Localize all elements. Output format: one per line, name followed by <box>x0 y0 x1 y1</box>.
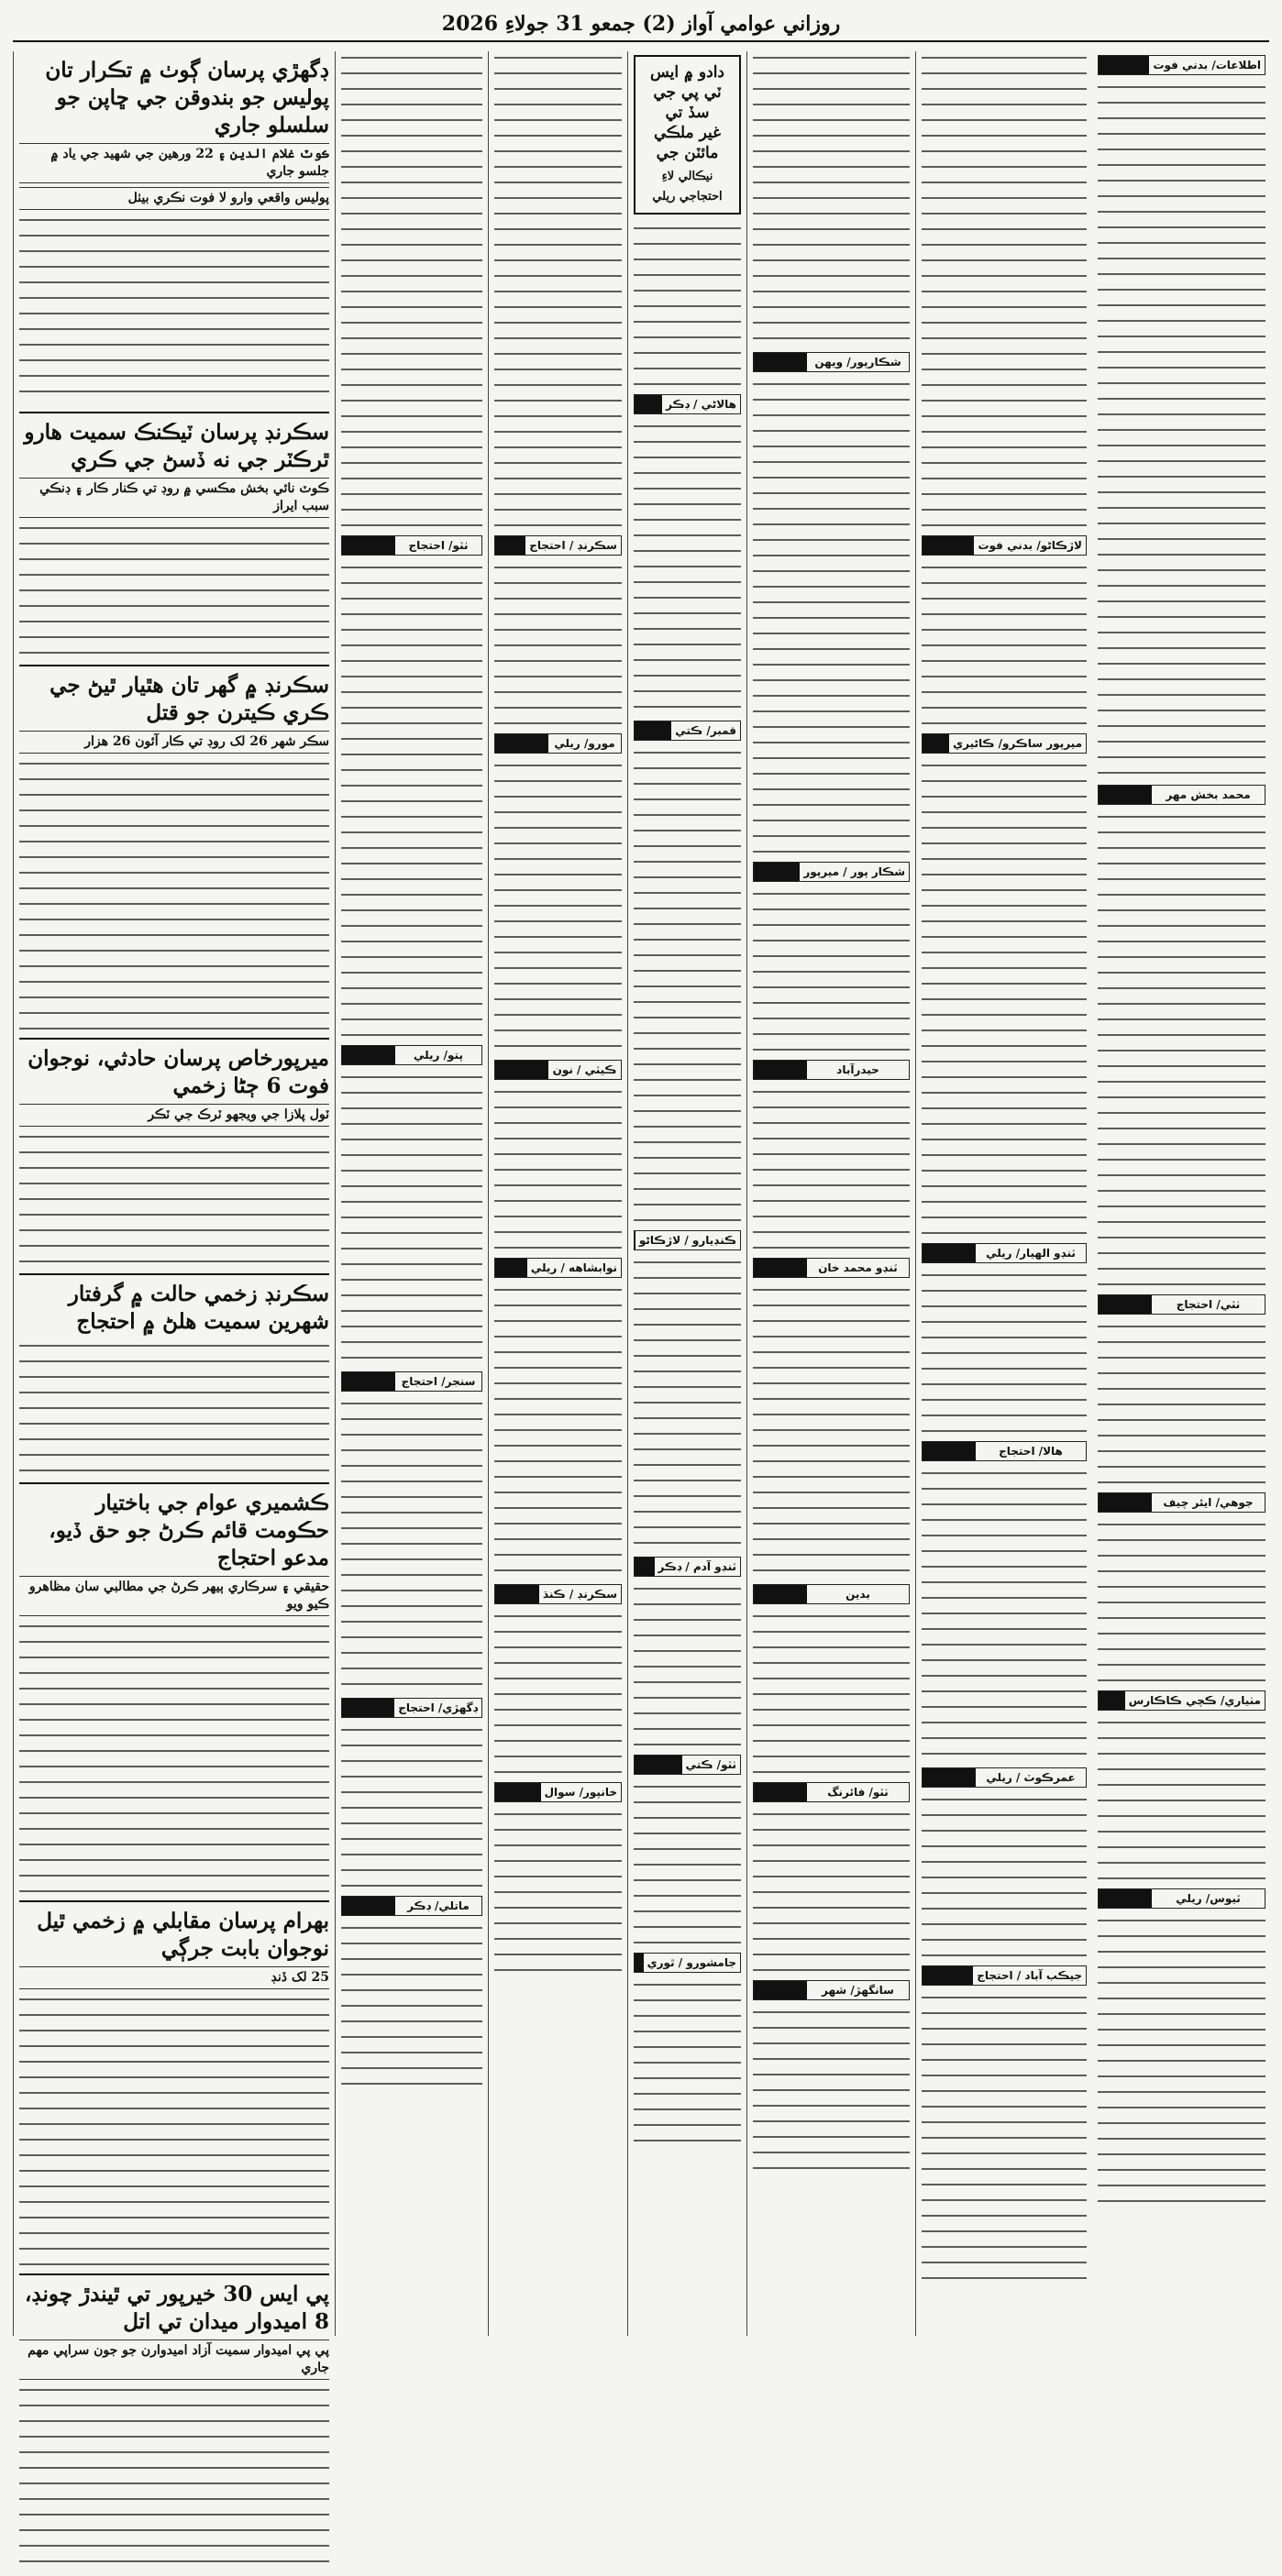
divider <box>19 412 329 413</box>
story-header <box>922 1965 1087 1986</box>
story-header <box>341 1371 482 1392</box>
story-dateline: ٽيوس/ ريلي <box>1176 1892 1241 1905</box>
story-header <box>922 733 1087 754</box>
story-body <box>634 1256 741 1549</box>
story <box>634 222 741 387</box>
black-tab <box>923 1442 976 1460</box>
story-body <box>341 1723 482 1888</box>
boxed-headline-line: غير ملڪي مائٽن جي <box>654 124 721 162</box>
story-dateline: سنجر/ احتجاج <box>401 1375 476 1388</box>
story-dateline: مٺياري/ ڪچي ڪاڪارس <box>1128 1694 1261 1707</box>
story <box>753 1782 910 1973</box>
story-header <box>341 535 482 556</box>
story-dateline: ٺٽو/ احتجاج <box>408 539 469 552</box>
story <box>634 1230 741 1549</box>
story-body <box>634 1780 741 1945</box>
subheadline: ڪوٽ نائي بخش مڪسي ۾ روڊ تي ڪنار ڪار ۽ ڊنڪي سبب ايراز <box>19 478 329 518</box>
story-body <box>19 2383 329 2576</box>
story <box>494 1584 622 1775</box>
story <box>341 1698 482 1888</box>
black-tab <box>923 536 974 555</box>
story <box>753 862 910 1052</box>
headline: ڪشميري عوام جي باختيار حڪومت قائم ڪرڻ جو حق ڏيو، مدعو احتجاج <box>49 1491 329 1570</box>
black-tab <box>635 1756 682 1774</box>
story-header <box>494 1782 622 1802</box>
story-body <box>753 2006 910 2171</box>
story-header <box>922 1441 1087 1461</box>
divider <box>19 1273 329 1275</box>
story-header <box>1098 1294 1265 1315</box>
subheadline: 25 لک ڏنڊ <box>19 1966 329 1989</box>
story <box>341 51 482 528</box>
black-tab <box>1099 1889 1152 1908</box>
story-dateline: ماتلي/ ڊڪر <box>407 1899 470 1912</box>
story <box>753 1060 910 1250</box>
story-body <box>341 1071 482 1364</box>
black-tab <box>923 734 949 753</box>
story <box>753 1258 910 1577</box>
story <box>494 733 622 1052</box>
story-body <box>753 51 910 345</box>
story-body <box>1098 1914 1265 2207</box>
story-dateline: جامشورو / ٿوري <box>647 1956 736 1969</box>
story-body <box>341 561 482 1038</box>
story-body <box>494 1283 622 1577</box>
black-tab <box>342 1046 395 1064</box>
black-tab <box>495 1259 527 1277</box>
headline: ميرپورخاص پرسان حادثي، نوجوان فوت 6 ڄڻا زخمي <box>28 1046 329 1098</box>
story-header <box>1098 1888 1265 1909</box>
headline: پي ايس 30 خيرپور تي ٿيندڙ چونڊ، 8 اميدوار ميدان تي اتل <box>24 2282 329 2334</box>
story <box>494 1258 622 1577</box>
black-tab <box>635 721 671 740</box>
black-tab <box>495 1585 539 1603</box>
story-body <box>494 561 622 726</box>
headline: سڪرنڊ ۾ گهر تان هٿيار ٿيڻ جي ڪري ڪيترن جو قتل <box>50 673 329 725</box>
story <box>1098 1690 1265 1881</box>
story-header <box>494 733 622 754</box>
story-header <box>634 721 741 741</box>
story-dateline: خانپور/ سوال <box>544 1786 617 1799</box>
story <box>753 1584 910 1775</box>
black-tab <box>1099 786 1152 804</box>
story-body <box>922 1269 1087 1434</box>
story <box>922 1767 1087 1958</box>
black-tab <box>495 1783 541 1801</box>
black-tab <box>754 1061 807 1079</box>
black-tab <box>635 1954 644 1972</box>
headline: بهرام پرسان مقابلي ۾ زخمي ٿيل نوجوان بابت جرڳي <box>37 1909 329 1961</box>
story-header <box>1098 785 1265 805</box>
story-dateline: اطلاعات/ بدني فوت <box>1153 59 1261 72</box>
story-body <box>19 757 329 1032</box>
black-tab <box>1099 1493 1152 1512</box>
story-header <box>753 1980 910 2000</box>
story <box>922 535 1087 726</box>
story-body <box>634 1582 741 1747</box>
story-dateline: هالاڻي / ڊڪر <box>666 398 736 411</box>
subheadline: ڪوٽ غلام الدين ۽ 22 ورهين جي شهيد جي ياد ۾ جلسو جاري <box>19 143 329 183</box>
story-header <box>494 1258 622 1278</box>
subheadline: سڪر شهر 26 لک روڊ تي ڪار آئون 26 هزار <box>19 731 329 754</box>
story-body <box>494 51 622 528</box>
story-header <box>753 862 910 882</box>
story-header <box>494 1060 622 1080</box>
story-body <box>1098 81 1265 777</box>
story-body <box>19 214 329 406</box>
story-dateline: قمبر/ ڪتي <box>675 724 736 737</box>
black-tab <box>635 395 662 413</box>
black-tab <box>754 1981 807 1999</box>
story-body <box>494 1610 622 1775</box>
story <box>922 1965 1087 2284</box>
story-body <box>922 759 1087 1236</box>
story-body <box>341 51 482 528</box>
column-5 <box>488 51 627 2336</box>
story-body <box>1098 1518 1265 1683</box>
black-tab <box>342 1699 394 1717</box>
story-header <box>494 535 622 556</box>
story-body <box>753 887 910 1052</box>
story <box>494 1782 622 1973</box>
story-header <box>922 1767 1087 1788</box>
story-body <box>753 378 910 854</box>
story-body <box>1098 1716 1265 1881</box>
story-dateline: شڪار پور / ميرپور <box>803 865 905 878</box>
story-dateline: جيڪب آباد / احتجاج <box>977 1969 1082 1982</box>
story <box>494 51 622 528</box>
story-body <box>753 1283 910 1577</box>
story-dateline: ڪيٽي / نون <box>552 1063 617 1076</box>
story <box>494 535 622 726</box>
story-body <box>19 1130 329 1268</box>
black-tab <box>342 536 395 555</box>
story <box>1098 1888 1265 2207</box>
story-header <box>753 1258 910 1278</box>
story-body <box>494 1808 622 1973</box>
headline: ڊگهڙي پرسان ڳوٺ ۾ تڪرار تان پوليس جو بندوقن جي ڇاپن جو سلسلو جاري <box>45 58 329 138</box>
story-header <box>753 1060 910 1080</box>
story-body <box>19 1339 329 1477</box>
story-body <box>753 1808 910 1973</box>
story-header <box>922 1243 1087 1263</box>
story-header <box>753 1782 910 1802</box>
story <box>494 1060 622 1250</box>
story-dateline: ٺٽو/ ڪتي <box>685 1758 736 1771</box>
masthead-title: روزاني عوامي آواز (2) جمعو 31 جولاءِ 2026 <box>441 12 841 36</box>
story-body <box>1098 1320 1265 1485</box>
story-dateline: ڊگهڙي/ احتجاج <box>398 1701 478 1714</box>
story-dateline: سڪرنڊ / ڪنڌ <box>542 1588 617 1601</box>
story-header <box>634 1755 741 1775</box>
story-body <box>341 1921 482 2086</box>
column-2 <box>915 51 1092 2336</box>
story-body <box>634 420 741 713</box>
story-header <box>1098 1690 1265 1711</box>
story-header <box>634 1953 741 1973</box>
story <box>341 1045 482 1364</box>
column-4 <box>627 51 746 2336</box>
divider <box>19 1038 329 1040</box>
story-header <box>634 1230 741 1250</box>
story-header <box>494 1584 622 1604</box>
story-dateline: هالا/ احتجاج <box>999 1445 1063 1458</box>
boxed-headline <box>634 55 741 215</box>
story-dateline: سڪرنڊ / احتجاج <box>529 539 617 552</box>
black-tab <box>342 1897 395 1915</box>
story-header <box>341 1045 482 1065</box>
story-dateline: ٽنڊو الهيار/ ريلي <box>986 1247 1076 1260</box>
story-dateline: ميرپور ساڪرو/ ڪاڻيري <box>953 737 1082 750</box>
story-header <box>634 394 741 414</box>
boxed-headline-line: دادو ۾ ايس ٽي پي جي سڏ تي <box>650 63 724 122</box>
divider <box>19 1900 329 1902</box>
story <box>341 1896 482 2086</box>
subheadline: پي پي اميدوار سميت آزاد اميدوارن جو جون سراپي مهم جاري <box>19 2339 329 2380</box>
story-dateline: عمرڪوٽ / ريلي <box>986 1771 1076 1784</box>
story-body <box>634 222 741 387</box>
masthead <box>0 0 1282 48</box>
story-dateline: جوهي/ ايئر چيف <box>1163 1496 1254 1509</box>
black-tab <box>495 734 548 753</box>
masthead-rule <box>13 40 1269 42</box>
subheadline: پوليس واقعي وارو لا فوت نڪري بيٺل <box>19 187 329 210</box>
headline: سڪرنڊ زخمي حالت ۾ گرفتار شهرين سميت هلڻ ۾ احتجاج <box>68 1282 329 1334</box>
column-1 <box>1092 51 1271 2336</box>
story-body <box>922 561 1087 726</box>
story <box>922 733 1087 1236</box>
story <box>1098 785 1265 1287</box>
subheadline: ٽول پلازا جي ويجهو ٽرڪ جي ٽڪر <box>19 1104 329 1127</box>
story-body <box>922 51 1087 528</box>
story <box>634 1755 741 1945</box>
story-header <box>1098 55 1265 75</box>
story <box>634 721 741 1223</box>
story <box>1098 55 1265 777</box>
story-header <box>1098 1492 1265 1513</box>
story-dateline: لاڙڪاڻو/ بدني فوت <box>978 539 1082 552</box>
black-tab <box>495 536 525 555</box>
story-dateline: ڪنڊيارو / لاڙڪاڻو <box>638 1234 736 1247</box>
story <box>753 51 910 345</box>
story <box>1098 1492 1265 1683</box>
story-body <box>341 1397 482 1690</box>
boxed-headline-line: نيڪالي لاءِ احتجاجي ريلي <box>652 170 723 204</box>
story <box>634 394 741 713</box>
story-dateline: سانگهڙ/ شهر <box>822 1984 894 1997</box>
black-tab <box>754 1585 807 1603</box>
black-tab <box>754 353 807 371</box>
story <box>753 1980 910 2171</box>
subheadline: حقيقي ۽ سرڪاري ٻيهر ڪرڻ جي مطالبي سان مظاهرو ڪيو ويو <box>19 1576 329 1616</box>
divider <box>19 1482 329 1484</box>
story-dateline: شڪارپور/ ويھن <box>814 356 901 369</box>
story-body <box>494 1085 622 1250</box>
story-header <box>753 352 910 372</box>
story <box>922 1243 1087 1434</box>
story-dateline: ٽنڊو آدم / ڊڪر <box>658 1560 736 1573</box>
story-dateline: ٺٽي/ احتجاج <box>1176 1298 1241 1311</box>
divider <box>19 665 329 666</box>
story <box>634 1557 741 1747</box>
story-dateline: حيدرآباد <box>836 1063 879 1076</box>
column-7 <box>13 51 335 2375</box>
story-header <box>753 1584 910 1604</box>
story-body <box>19 522 329 659</box>
story-body <box>634 1978 741 2143</box>
story <box>1098 1294 1265 1485</box>
story-body <box>494 759 622 1052</box>
story-body <box>753 1085 910 1250</box>
headline: سڪرنڊ پرسان ٽيڪنڪ سميت هارو ٿرڪٽر جي نه ڏسڻ جي ڪري <box>24 420 329 472</box>
story-body <box>922 1991 1087 2284</box>
story-body <box>19 1993 329 2268</box>
column-3 <box>746 51 915 2336</box>
story-header <box>634 1557 741 1577</box>
story <box>634 1953 741 2143</box>
black-tab <box>495 1061 548 1079</box>
story-body <box>753 1610 910 1775</box>
black-tab <box>1099 56 1149 74</box>
story-dateline: ٽنڊو محمد خان <box>818 1261 898 1274</box>
black-tab <box>754 1259 807 1277</box>
story <box>753 352 910 854</box>
black-tab <box>923 1966 973 1985</box>
story-body <box>922 1467 1087 1760</box>
story-dateline: بدين <box>845 1588 870 1601</box>
story <box>341 535 482 1038</box>
story <box>341 1371 482 1690</box>
black-tab <box>635 1558 655 1576</box>
story-dateline: پتو/ ريلي <box>414 1049 463 1062</box>
story-header <box>341 1896 482 1916</box>
black-tab <box>342 1372 395 1391</box>
black-tab <box>754 863 800 881</box>
story-dateline: محمد بخش مهر <box>1166 788 1251 801</box>
story <box>922 51 1087 528</box>
black-tab <box>754 1783 807 1801</box>
column-6 <box>335 51 488 2336</box>
black-tab <box>923 1768 976 1787</box>
black-tab <box>1099 1691 1125 1710</box>
story-body <box>634 746 741 1223</box>
story-dateline: نوابشاهه / ريلي <box>530 1261 617 1274</box>
black-tab <box>1099 1295 1152 1314</box>
story-header <box>341 1698 482 1718</box>
black-tab <box>923 1244 976 1262</box>
story-body <box>1098 810 1265 1287</box>
story-header <box>922 535 1087 556</box>
story-body <box>19 1620 329 1895</box>
divider <box>19 2273 329 2275</box>
story <box>922 1441 1087 1760</box>
story-body <box>922 1793 1087 1958</box>
story-dateline: مورو/ ريلي <box>554 737 615 750</box>
story-dateline: ٺٽو/ فائرنگ <box>827 1786 889 1799</box>
